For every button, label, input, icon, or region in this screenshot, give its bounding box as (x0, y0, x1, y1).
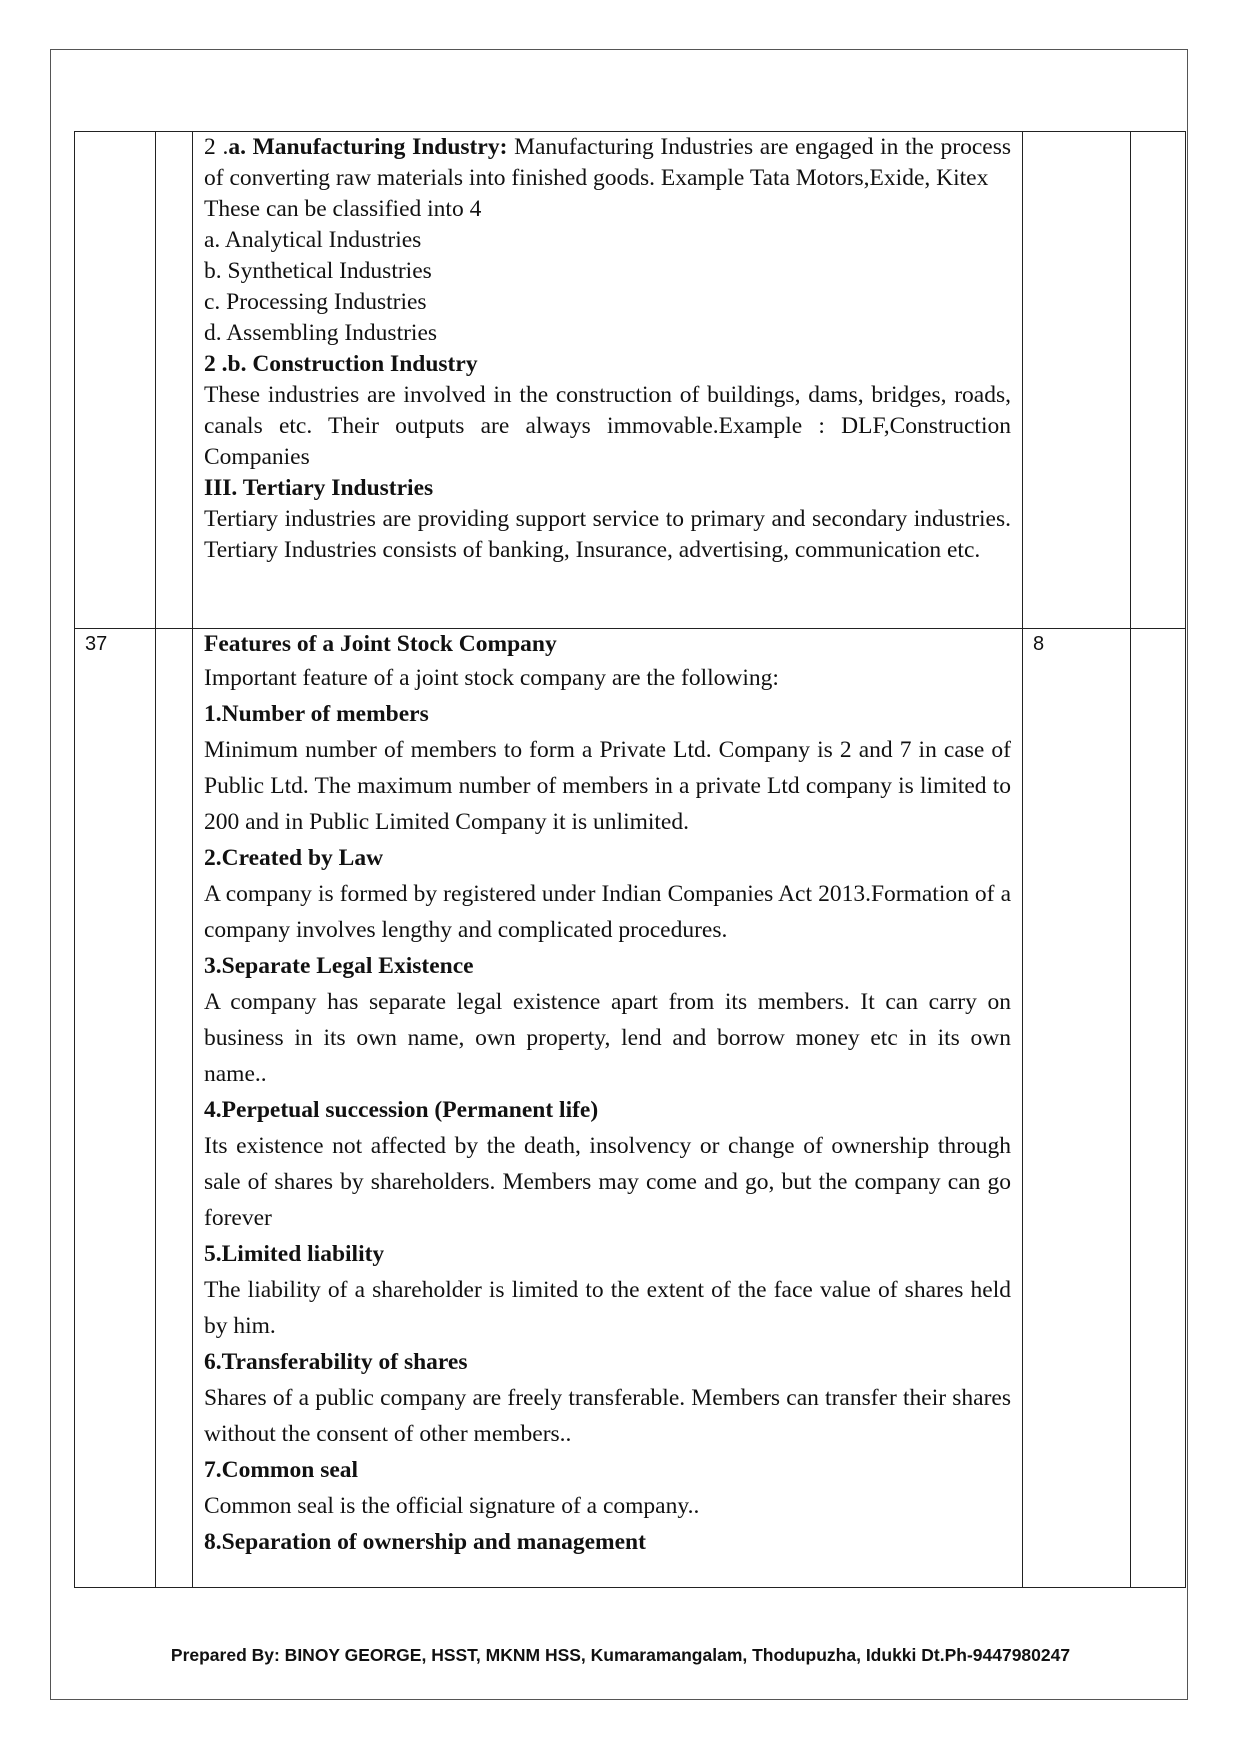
manufacturing-text: Manufacturing Industries are engaged in the process of converting raw materials into finished goods. Example Tata Motors,Exide, Kitex (204, 134, 1011, 191)
tertiary-heading: III. Tertiary Industries (204, 475, 434, 501)
footer-credit: Prepared By: BINOY GEORGE, HSST, MKNM HSS, Kumaramangalam, Thodupuzha, Idukki Dt.Ph-9447980247 (170, 1645, 1071, 1665)
answer-cell (193, 629, 1023, 1588)
table-row (75, 132, 1186, 629)
list-item: a. Analytical Industries (204, 227, 422, 253)
feature-heading: 1.Number of members (204, 701, 429, 727)
feature-heading: 7.Common seal (204, 1457, 359, 1483)
classified-intro: These can be classified into 4 (204, 196, 482, 222)
answer-cell (193, 132, 1023, 629)
construction-text: These industries are involved in the construction of buildings, dams, bridges, roads, canals etc. Their outputs are always immovable.Example : DLF,Construction Companies (204, 382, 1011, 470)
construction-heading: 2 .b. Construction Industry (204, 351, 478, 377)
manufacturing-paragraph (204, 132, 1011, 194)
feature-heading: 5.Limited liability (204, 1241, 385, 1267)
feature-heading: 6.Transferability of shares (204, 1349, 468, 1375)
table-row (75, 629, 1186, 1588)
marks-cell (1023, 132, 1131, 629)
tertiary-text: Tertiary industries are providing support service to primary and secondary industries. Tertiary Industries consists of banking, Insurance, advertising, communication etc. (204, 506, 1011, 563)
feature-heading: 4.Perpetual succession (Permanent life) (204, 1097, 599, 1123)
sub-cell (156, 132, 193, 629)
question-number: 37 (75, 629, 156, 1588)
manufacturing-heading: a. Manufacturing Industry: (228, 134, 508, 160)
list-item: c. Processing Industries (204, 289, 427, 315)
list-item: d. Assembling Industries (204, 320, 438, 346)
question-title: Features of a Joint Stock Company (204, 631, 557, 657)
manufacturing-prefix: 2 . (204, 134, 229, 160)
extra-cell (1131, 629, 1186, 1588)
feature-text: A company is formed by registered under Indian Companies Act 2013.Formation of a company involves lengthy and complicated procedures. (204, 881, 1011, 943)
qno-cell (75, 132, 156, 629)
feature-text: Minimum number of members to form a Private Ltd. Company is 2 and 7 in case of Public Ltd. The maximum number of members in a private Ltd company is limited to 200 and in Public Limited Company it is unlimited. (204, 737, 1011, 835)
intro-text: Important feature of a joint stock company are the following: (204, 665, 779, 691)
sub-cell (156, 629, 193, 1588)
marks-value: 8 (1023, 629, 1131, 1588)
feature-text: A company has separate legal existence apart from its members. It can carry on business in its own name, own property, lend and borrow money etc in its own name.. (204, 989, 1011, 1087)
feature-text: Shares of a public company are freely transferable. Members can transfer their shares without the consent of other members.. (204, 1385, 1011, 1447)
feature-heading: 2.Created by Law (204, 845, 384, 871)
feature-heading: 8.Separation of ownership and management (204, 1529, 646, 1555)
list-item: b. Synthetical Industries (204, 258, 432, 284)
feature-heading: 3.Separate Legal Existence (204, 953, 474, 979)
feature-text: Common seal is the official signature of a company.. (204, 1493, 700, 1519)
feature-text: The liability of a shareholder is limited to the extent of the face value of shares held by him. (204, 1277, 1011, 1339)
answer-table (74, 131, 1186, 1588)
extra-cell (1131, 132, 1186, 629)
feature-text: Its existence not affected by the death, insolvency or change of ownership through sale of shares by shareholders. Members may come and go, but the company can go forever (204, 1133, 1011, 1231)
